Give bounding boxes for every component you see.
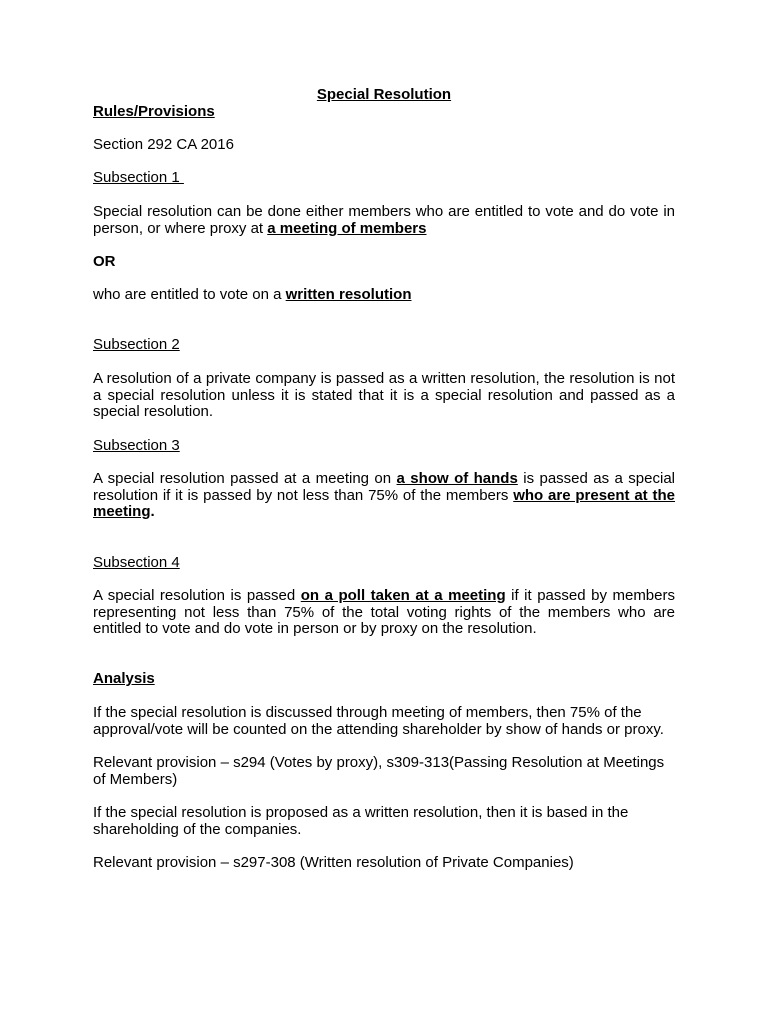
subsection-3-text-a: A special resolution passed at a meeting on — [93, 470, 397, 488]
subsection-1-emphasis: a meeting of members — [267, 219, 427, 237]
document-body — [93, 87, 675, 872]
subsection-2-paragraph: A resolution of a private company is passed as a written resolution, the resolution is not a special resolution unless it is stated that it is a special resolution and passed as a special resolution. — [93, 369, 675, 421]
analysis-paragraph-1: If the special resolution is discussed through meeting of members, then 75% of the approval/vote will be counted on the attending shareholder by show of hands or proxy. — [93, 703, 664, 738]
analysis-heading: Analysis — [93, 670, 155, 688]
subsection-3-heading: Subsection 3 — [93, 436, 180, 454]
subsection-4-text-a: A special resolution is passed — [93, 586, 301, 604]
subsection-3-paragraph — [93, 471, 675, 521]
written-resolution-line — [93, 287, 675, 304]
subsection-3-emphasis-a: a show of hands — [396, 470, 518, 488]
analysis-paragraph-2: Relevant provision – s294 (Votes by proxy), s309-313(Passing Resolution at Meetings of Members) — [93, 753, 665, 788]
subsection-4-heading: Subsection 4 — [93, 553, 180, 571]
subsection-3-text-c: . — [150, 503, 155, 521]
analysis-paragraph-4: Relevant provision – s297-308 (Written resolution of Private Companies) — [93, 854, 574, 872]
written-resolution-emphasis: written resolution — [285, 286, 412, 304]
subsection-1-text: Special resolution can be done either members who are entitled to vote and do vote in person, or where proxy at — [93, 202, 675, 237]
analysis-paragraph-3: If the special resolution is proposed as a written resolution, then it is based in the shareholding of the companies. — [93, 804, 629, 838]
subsection-4-text-b: if it passed by members representing not less than 75% of the total voting rights of the members who are entitled to vote and do vote in person or by proxy on the resolution. — [93, 586, 675, 638]
subsection-1-heading: Subsection 1 — [93, 169, 184, 187]
document-title: Special Resolution — [316, 86, 452, 103]
subsection-4-emphasis: on a poll taken at a meeting — [300, 586, 506, 604]
subsection-3-emphasis-b: who are present at the meeting — [93, 486, 675, 521]
section-reference: Section 292 CA 2016 — [93, 136, 234, 154]
subsection-1-paragraph — [93, 204, 675, 237]
subsection-4-paragraph — [93, 588, 675, 638]
subsection-3-text-b: is passed as a special resolution if it is passed by not less than 75% of the members — [93, 470, 675, 504]
rules-heading: Rules/Provisions — [93, 102, 215, 120]
written-resolution-text: who are entitled to vote on a — [93, 286, 286, 304]
subsection-2-heading: Subsection 2 — [93, 336, 180, 354]
or-divider: OR — [93, 252, 116, 270]
